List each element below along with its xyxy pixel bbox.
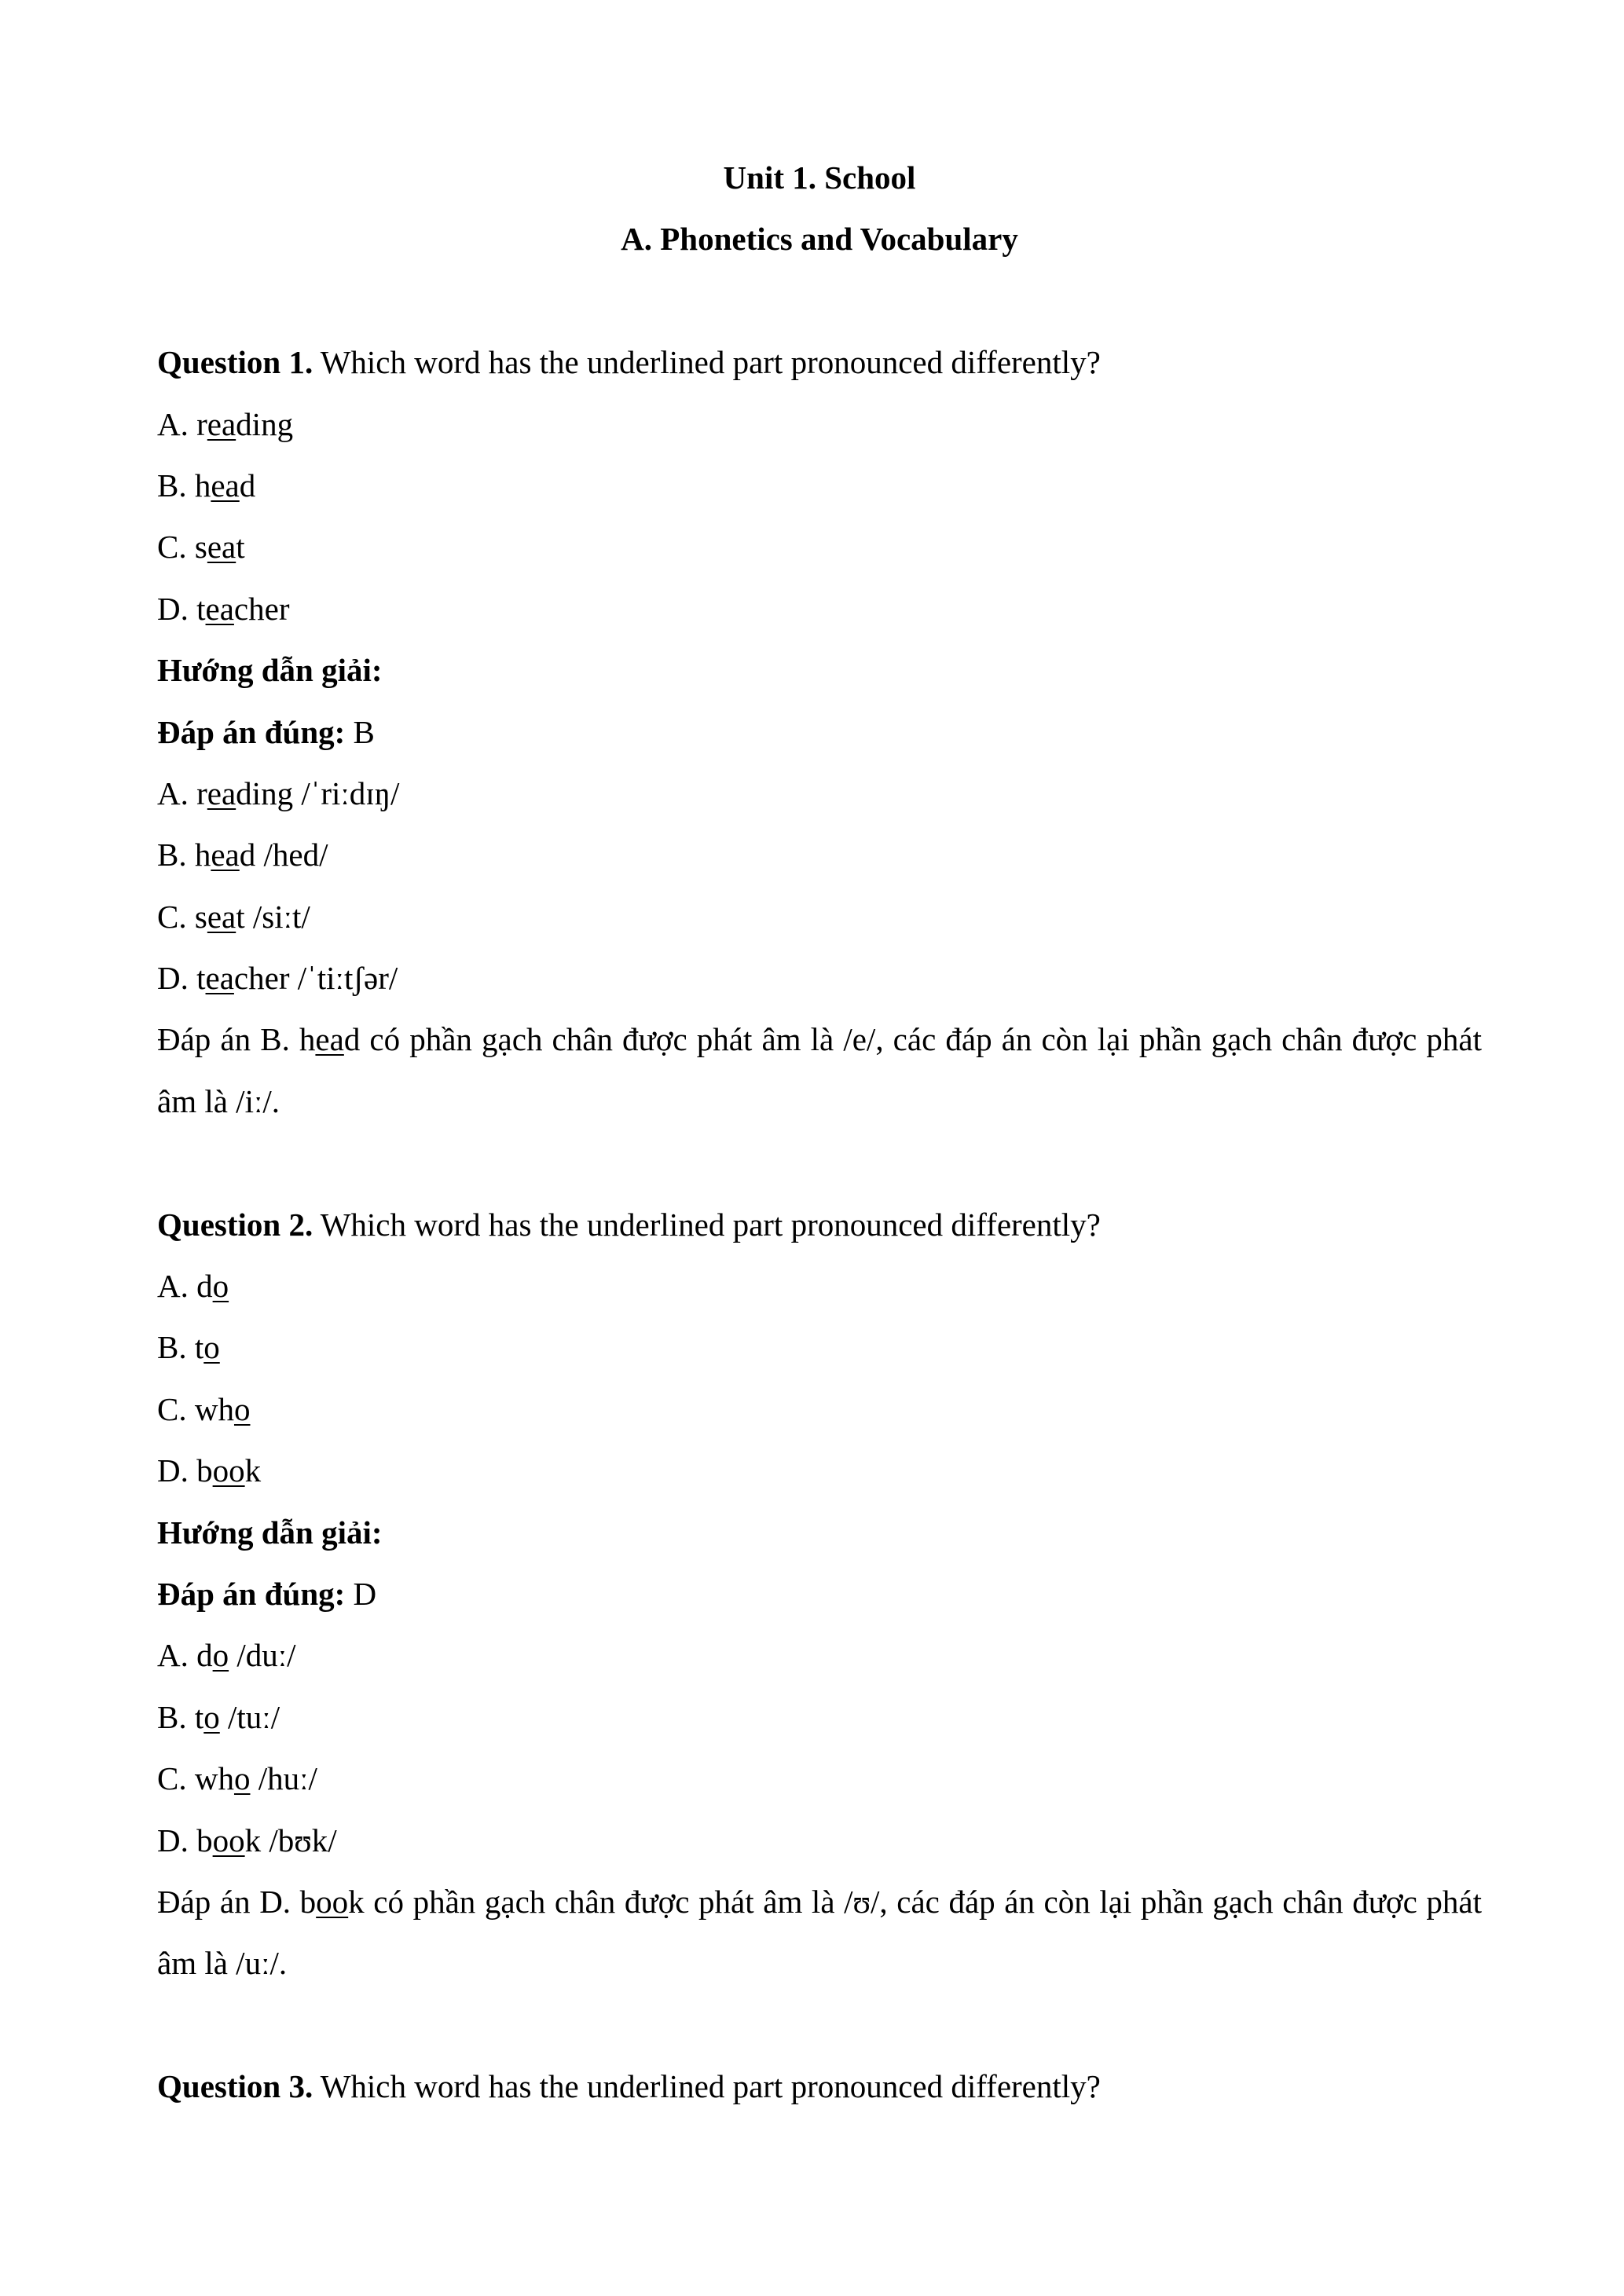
word-part: d bbox=[239, 837, 256, 873]
question-text: Which word has the underlined part pronounced differently? bbox=[313, 344, 1101, 381]
answer-option bbox=[157, 1440, 1482, 1501]
word-part: wh bbox=[194, 1760, 234, 1797]
underlined-part: ea bbox=[205, 960, 234, 997]
underlined-part: ea bbox=[205, 590, 234, 627]
ipa: /siːt/ bbox=[244, 898, 310, 935]
guide-label: Hướng dẫn giải: bbox=[157, 1514, 383, 1551]
question-block bbox=[157, 331, 1482, 1194]
option-transcription bbox=[157, 763, 1482, 824]
option-letter: C. bbox=[157, 529, 195, 566]
word-part: h bbox=[194, 467, 211, 504]
underlined-part: o bbox=[233, 1760, 251, 1797]
word-part: d bbox=[196, 1637, 213, 1674]
question-label: Question 1. bbox=[157, 344, 313, 381]
underlined-part: o bbox=[203, 1329, 220, 1366]
spacer bbox=[157, 1132, 1482, 1193]
option-transcription bbox=[157, 1748, 1482, 1809]
underlined-part: ea bbox=[207, 405, 236, 442]
question-block bbox=[157, 2056, 1482, 2117]
answer-option bbox=[157, 455, 1482, 516]
answer-option bbox=[157, 516, 1482, 577]
underlined-part: ea bbox=[207, 898, 236, 935]
option-transcription bbox=[157, 886, 1482, 947]
answer-option bbox=[157, 394, 1482, 455]
question-text: Which word has the underlined part pronounced differently? bbox=[313, 1206, 1101, 1243]
option-letter: C. bbox=[157, 1390, 195, 1427]
option-letter: B. bbox=[157, 467, 195, 504]
word-part: cher bbox=[233, 590, 290, 627]
option-letter: B. bbox=[157, 837, 195, 873]
word-part: t bbox=[196, 590, 206, 627]
ipa: /duː/ bbox=[229, 1637, 296, 1674]
option-letter: B. bbox=[157, 1329, 195, 1366]
underlined-part: o bbox=[203, 1698, 220, 1735]
ipa: /huː/ bbox=[250, 1760, 317, 1797]
ipa: /ˈtiːtʃər/ bbox=[289, 960, 398, 997]
correct-answer bbox=[157, 701, 1482, 763]
underlined-part: o bbox=[233, 1390, 251, 1427]
underlined-part: ea bbox=[207, 774, 236, 811]
option-letter: A. bbox=[157, 405, 197, 442]
option-letter: A. bbox=[157, 1637, 197, 1674]
underlined-part: oo bbox=[212, 1822, 245, 1858]
underlined-part: o bbox=[212, 1268, 229, 1305]
word-part: t bbox=[196, 960, 206, 997]
option-letter: D. bbox=[157, 1452, 197, 1489]
question-heading bbox=[157, 331, 1482, 393]
option-letter: A. bbox=[157, 1268, 197, 1305]
word-part: t bbox=[194, 1698, 204, 1735]
word-part: ding bbox=[236, 774, 294, 811]
underlined-part: ea bbox=[315, 1021, 344, 1058]
question-block bbox=[157, 1194, 1482, 2056]
word-part: cher bbox=[233, 960, 290, 997]
option-letter: B. bbox=[157, 1698, 195, 1735]
word-part: ding bbox=[236, 405, 294, 442]
question-heading bbox=[157, 1194, 1482, 1255]
underlined-part: oo bbox=[212, 1452, 245, 1489]
word-part: d bbox=[196, 1268, 213, 1305]
question-heading bbox=[157, 2056, 1482, 2117]
spacer bbox=[157, 1994, 1482, 2056]
word-part: wh bbox=[194, 1390, 234, 1427]
underlined-part: ea bbox=[211, 837, 240, 873]
ipa: /tuː/ bbox=[219, 1698, 280, 1735]
word-part: t bbox=[236, 529, 245, 566]
word-part: h bbox=[194, 837, 211, 873]
spacer bbox=[157, 270, 1482, 331]
word-part: t bbox=[236, 898, 245, 935]
option-transcription bbox=[157, 947, 1482, 1009]
option-letter: D. bbox=[157, 960, 197, 997]
word-part: b bbox=[196, 1452, 213, 1489]
option-transcription bbox=[157, 1810, 1482, 1871]
question-label: Question 3. bbox=[157, 2068, 313, 2105]
option-letter: A. bbox=[157, 774, 197, 811]
question-text: Which word has the underlined part pronounced differently? bbox=[313, 2068, 1101, 2105]
ipa: /bʊk/ bbox=[261, 1822, 337, 1858]
word-part: r bbox=[196, 405, 207, 442]
explanation-text: d có phần gạch chân được phát âm là /e/, các đáp án còn lại phần gạch chân được phát âm là /iː/. bbox=[157, 1021, 1482, 1119]
answer-label: Đáp án đúng: bbox=[157, 1576, 346, 1613]
underlined-part: ea bbox=[211, 467, 240, 504]
word-part: r bbox=[196, 774, 207, 811]
word-part: s bbox=[194, 529, 207, 566]
explanation-text: k có phần gạch chân được phát âm là /ʊ/, các đáp án còn lại phần gạch chân được phát âm là /uː/. bbox=[157, 1883, 1482, 1982]
option-letter: C. bbox=[157, 1760, 195, 1797]
option-letter: D. bbox=[157, 590, 197, 627]
word-part: k bbox=[244, 1452, 262, 1489]
word-part: k bbox=[244, 1822, 262, 1858]
explanation bbox=[157, 1009, 1482, 1132]
option-transcription bbox=[157, 1624, 1482, 1686]
answer-option bbox=[157, 1255, 1482, 1316]
answer-option bbox=[157, 578, 1482, 639]
answer-option bbox=[157, 1379, 1482, 1440]
questions-container bbox=[157, 331, 1482, 2117]
section-title: A. Phonetics and Vocabulary bbox=[621, 221, 1018, 258]
option-transcription bbox=[157, 1686, 1482, 1748]
guide-label: Hướng dẫn giải: bbox=[157, 652, 383, 689]
word-part: b bbox=[196, 1822, 213, 1858]
ipa: /ˈriːdɪŋ/ bbox=[293, 774, 400, 811]
option-transcription bbox=[157, 824, 1482, 885]
option-letter: C. bbox=[157, 898, 195, 935]
underlined-part: o bbox=[212, 1637, 229, 1674]
ipa: /hed/ bbox=[255, 837, 328, 873]
word-part: d bbox=[239, 467, 256, 504]
explanation-text: Đáp án B. h bbox=[157, 1021, 316, 1058]
document-page bbox=[157, 147, 1482, 2118]
unit-title: Unit 1. School bbox=[723, 159, 916, 196]
answer-value: D bbox=[345, 1576, 377, 1613]
underlined-part: ea bbox=[207, 529, 236, 566]
correct-answer bbox=[157, 1563, 1482, 1624]
question-label: Question 2. bbox=[157, 1206, 313, 1243]
answer-value: B bbox=[345, 713, 375, 750]
option-letter: D. bbox=[157, 1822, 197, 1858]
underlined-part: oo bbox=[316, 1883, 349, 1920]
explanation-text: Đáp án D. b bbox=[157, 1883, 317, 1920]
answer-label: Đáp án đúng: bbox=[157, 713, 346, 750]
answer-option bbox=[157, 1316, 1482, 1378]
explanation bbox=[157, 1871, 1482, 1994]
word-part: s bbox=[194, 898, 207, 935]
word-part: t bbox=[194, 1329, 204, 1366]
